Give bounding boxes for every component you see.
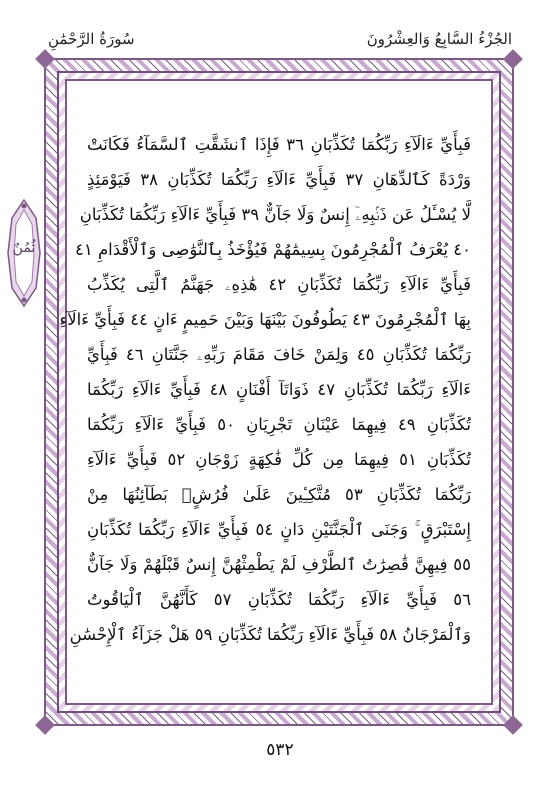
verse-line: تُكَذِّبَانِ ٥١ فِيهِمَا مِن كُلِّ فَٰكِهَةٍ زَوْجَانِ ٥٢ فَبِأَيِّ ءَالَآءِ [87, 450, 471, 469]
verse-line: ٥٥ فِيهِنَّ قَٰصِرَٰتُ ٱلطَّرْفِ لَمْ يَطْمِثْهُنَّ إِنسٌ قَبْلَهُمْ وَلَا جَآنٌّ [87, 555, 471, 574]
verse-line: إِسْتَبْرَقٍ ۚ وَجَنَى ٱلْجَنَّتَيْنِ دَانٍ ٥٤ فَبِأَيِّ ءَالَآءِ رَبِّكُمَا تُكَذِّبَانِ [87, 520, 472, 539]
text-panel [59, 79, 493, 705]
corner-ornament-icon [35, 715, 55, 735]
page-number: ٥٣٢ [266, 740, 294, 760]
verse-text-block [59, 127, 472, 683]
verse-line: ٤٠ يُعْرَفُ ٱلْمُجْرِمُونَ بِسِيمَٰهُمْ فَيُؤْخَذُ بِٱلنَّوَٰصِى وَٱلْأَقْدَامِ ٤١ [74, 240, 471, 259]
verse-line: لَّا يُسْـَٔلُ عَن ذَنۢبِهِۦٓ إِنسٌ وَلَا جَآنٌّ ٣٩ فَبِأَيِّ ءَالَآءِ رَبِّكُمَا تُكَذِّبَانِ [79, 205, 471, 224]
corner-ornament-icon [503, 49, 523, 69]
corner-ornament-icon [35, 49, 55, 69]
verse-line: بِهَا ٱلْمُجْرِمُونَ ٤٣ يَطُوفُونَ بَيْنَهَا وَبَيْنَ حَمِيمٍ ءَانٍ ٤٤ فَبِأَيِّ ءَالَآءِ [59, 310, 471, 329]
frame-border-band [57, 71, 501, 713]
verse-line: وَرْدَةً كَٱلدِّهَانِ ٣٧ فَبِأَيِّ ءَالَآءِ رَبِّكُمَا تُكَذِّبَانِ ٣٨ فَيَوْمَئِذٍ [87, 170, 471, 189]
page-frame [44, 58, 514, 726]
thumun-label: ثُمُنٌ [12, 240, 36, 256]
verse-line: فَبِأَيِّ ءَالَآءِ رَبِّكُمَا تُكَذِّبَانِ ٣٦ فَإِذَا ٱنشَقَّتِ ٱلسَّمَآءُ فَكَانَتْ [87, 135, 472, 154]
verse-line: تُكَذِّبَانِ ٤٩ فِيهِمَا عَيْنَانِ تَجْرِيَانِ ٥٠ فَبِأَيِّ ءَالَآءِ رَبِّكُمَا [87, 415, 471, 434]
corner-ornament-icon [503, 715, 523, 735]
verse-line: وَٱلْمَرْجَانُ ٥٨ فَبِأَيِّ ءَالَآءِ رَبِّكُمَا تُكَذِّبَانِ ٥٩ هَلْ جَزَآءُ ٱلْإِحْسَٰنِ [69, 625, 471, 644]
verse-line: فَبِأَيِّ ءَالَآءِ رَبِّكُمَا تُكَذِّبَانِ ٤٢ هَٰذِهِۦ جَهَنَّمُ ٱلَّتِى يُكَذِّبُ [87, 275, 471, 294]
verse-line: ٥٦ فَبِأَيِّ ءَالَآءِ رَبِّكُمَا تُكَذِّبَانِ ٥٧ كَأَنَّهُنَّ ٱلْيَاقُوتُ [87, 590, 472, 609]
verse-line: رَبِّكُمَا تُكَذِّبَانِ ٥٣ مُتَّكِـِٔينَ عَلَىٰ فُرُشٍۭ بَطَآئِنُهَا مِنْ [87, 485, 471, 504]
thumun-marker [6, 198, 42, 308]
surah-title: سُورَةُ الرَّحْمَٰنِ [48, 30, 135, 48]
juz-title: الجُزْءُ السَّابِعُ وَالعِشْرُونَ [366, 30, 512, 48]
verse-line: رَبِّكُمَا تُكَذِّبَانِ ٤٥ وَلِمَنْ خَافَ مَقَامَ رَبِّهِۦ جَنَّتَانِ ٤٦ فَبِأَيِّ [87, 345, 471, 364]
verse-line: ءَالَآءِ رَبِّكُمَا تُكَذِّبَانِ ٤٧ ذَوَاتَآ أَفْنَانٍ ٤٨ فَبِأَيِّ ءَالَآءِ رَبِّكُمَا [87, 380, 472, 399]
